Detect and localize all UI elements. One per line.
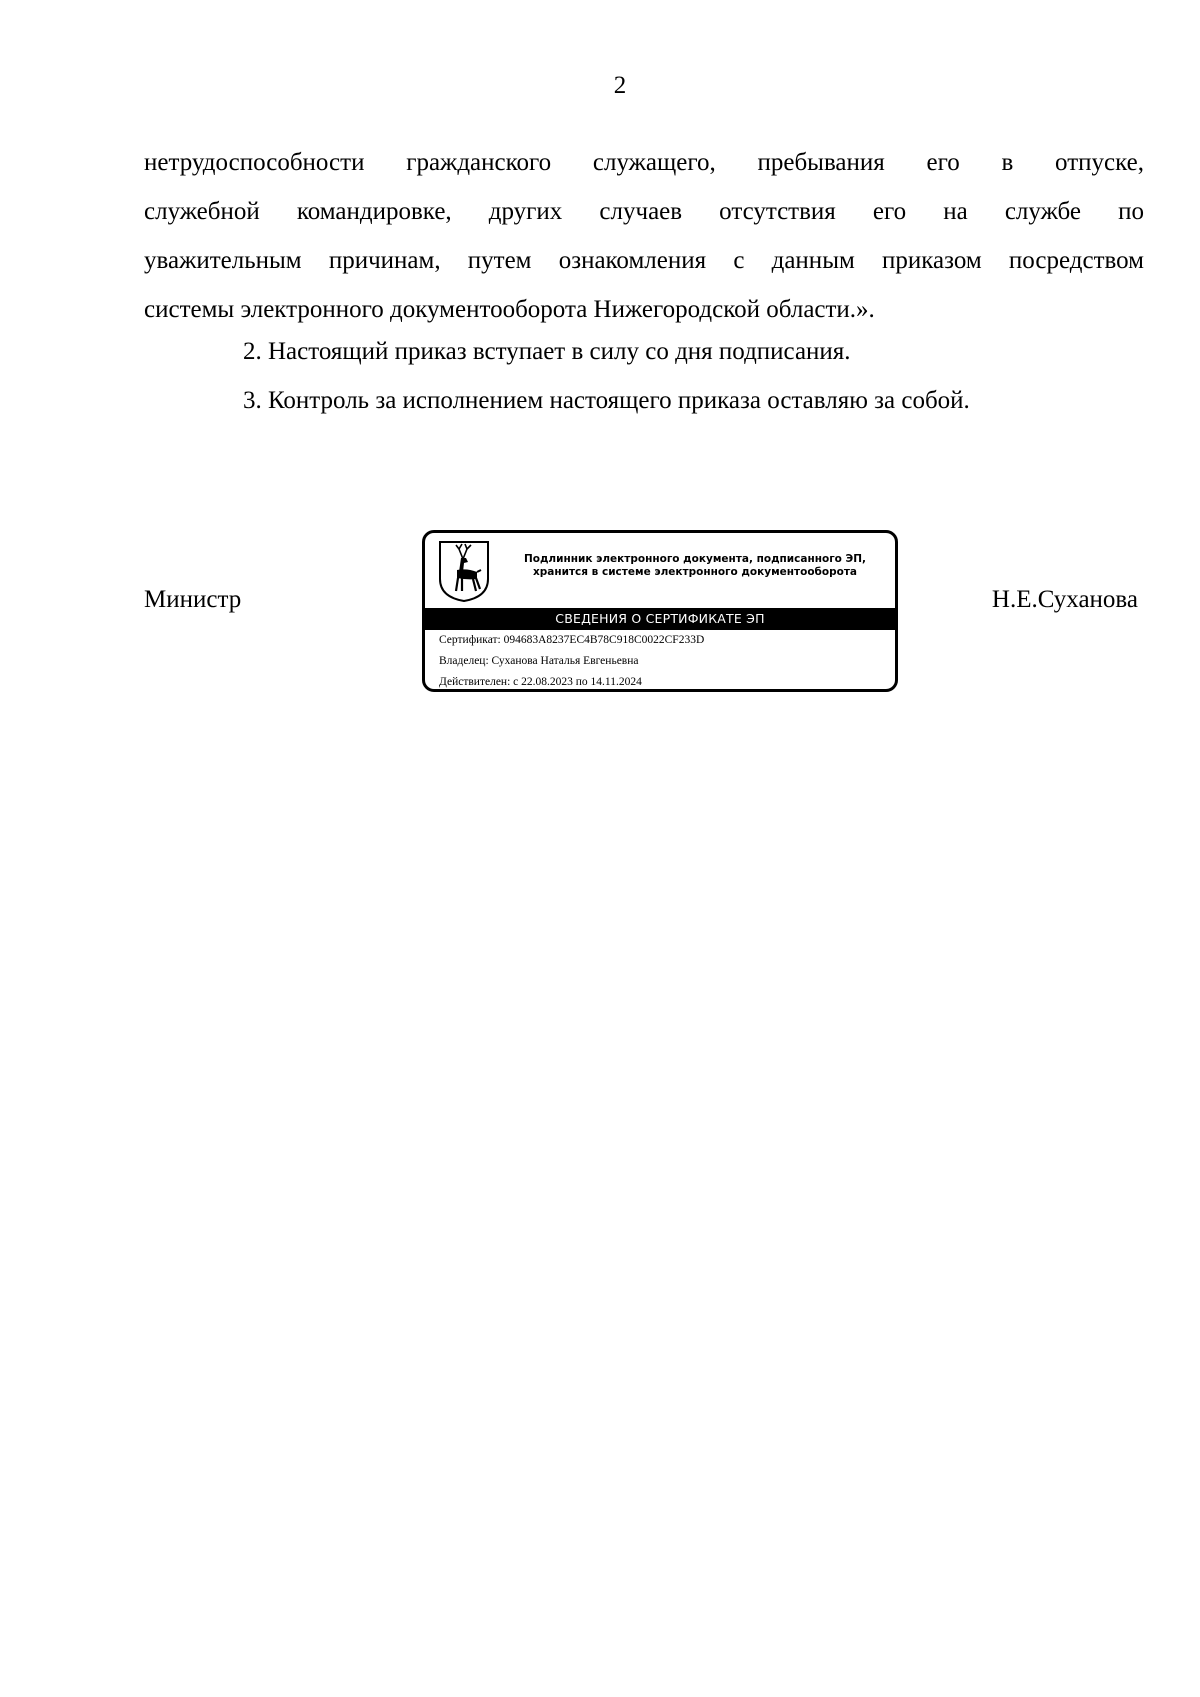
paragraph-line: уважительным причинам, путем ознакомления с данным приказом посредством [144,247,1144,274]
paragraph-line: системы электронного документооборота Нижегородской области.». [144,296,875,323]
deer-coat-of-arms-icon [437,539,491,603]
certificate-number: Сертификат: 094683A8237EC4B78C918C0022CF233D [439,634,705,646]
page-number: 2 [613,72,627,99]
certificate-owner: Владелец: Суханова Наталья Евгеньевна [439,655,639,667]
signatory-title: Министр [144,586,242,613]
order-item-2: 2. Настоящий приказ вступает в силу со дня подписания. [243,338,851,365]
body-paragraph [144,138,1144,334]
paragraph-line: нетрудоспособности гражданского служащего, пребывания его в отпуске, [144,149,1144,176]
stamp-heading-line: хранится в системе электронного документооборота [532,566,857,578]
stamp-heading-line: Подлинник электронного документа, подписанного ЭП, [523,553,867,565]
stamp-heading [499,553,891,579]
certificate-validity: Действителен: с 22.08.2023 по 14.11.2024 [439,676,642,688]
paragraph-line: служебной командировке, других случаев отсутствия его на службе по [144,198,1144,225]
order-item-3: 3. Контроль за исполнением настоящего приказа оставляю за собой. [243,387,970,414]
stamp-header [425,533,895,608]
signatory-name: Н.Е.Суханова [991,586,1138,613]
electronic-signature-stamp [422,530,898,692]
certificate-info-bar: СВЕДЕНИЯ О СЕРТИФИКАТЕ ЭП [425,608,895,630]
